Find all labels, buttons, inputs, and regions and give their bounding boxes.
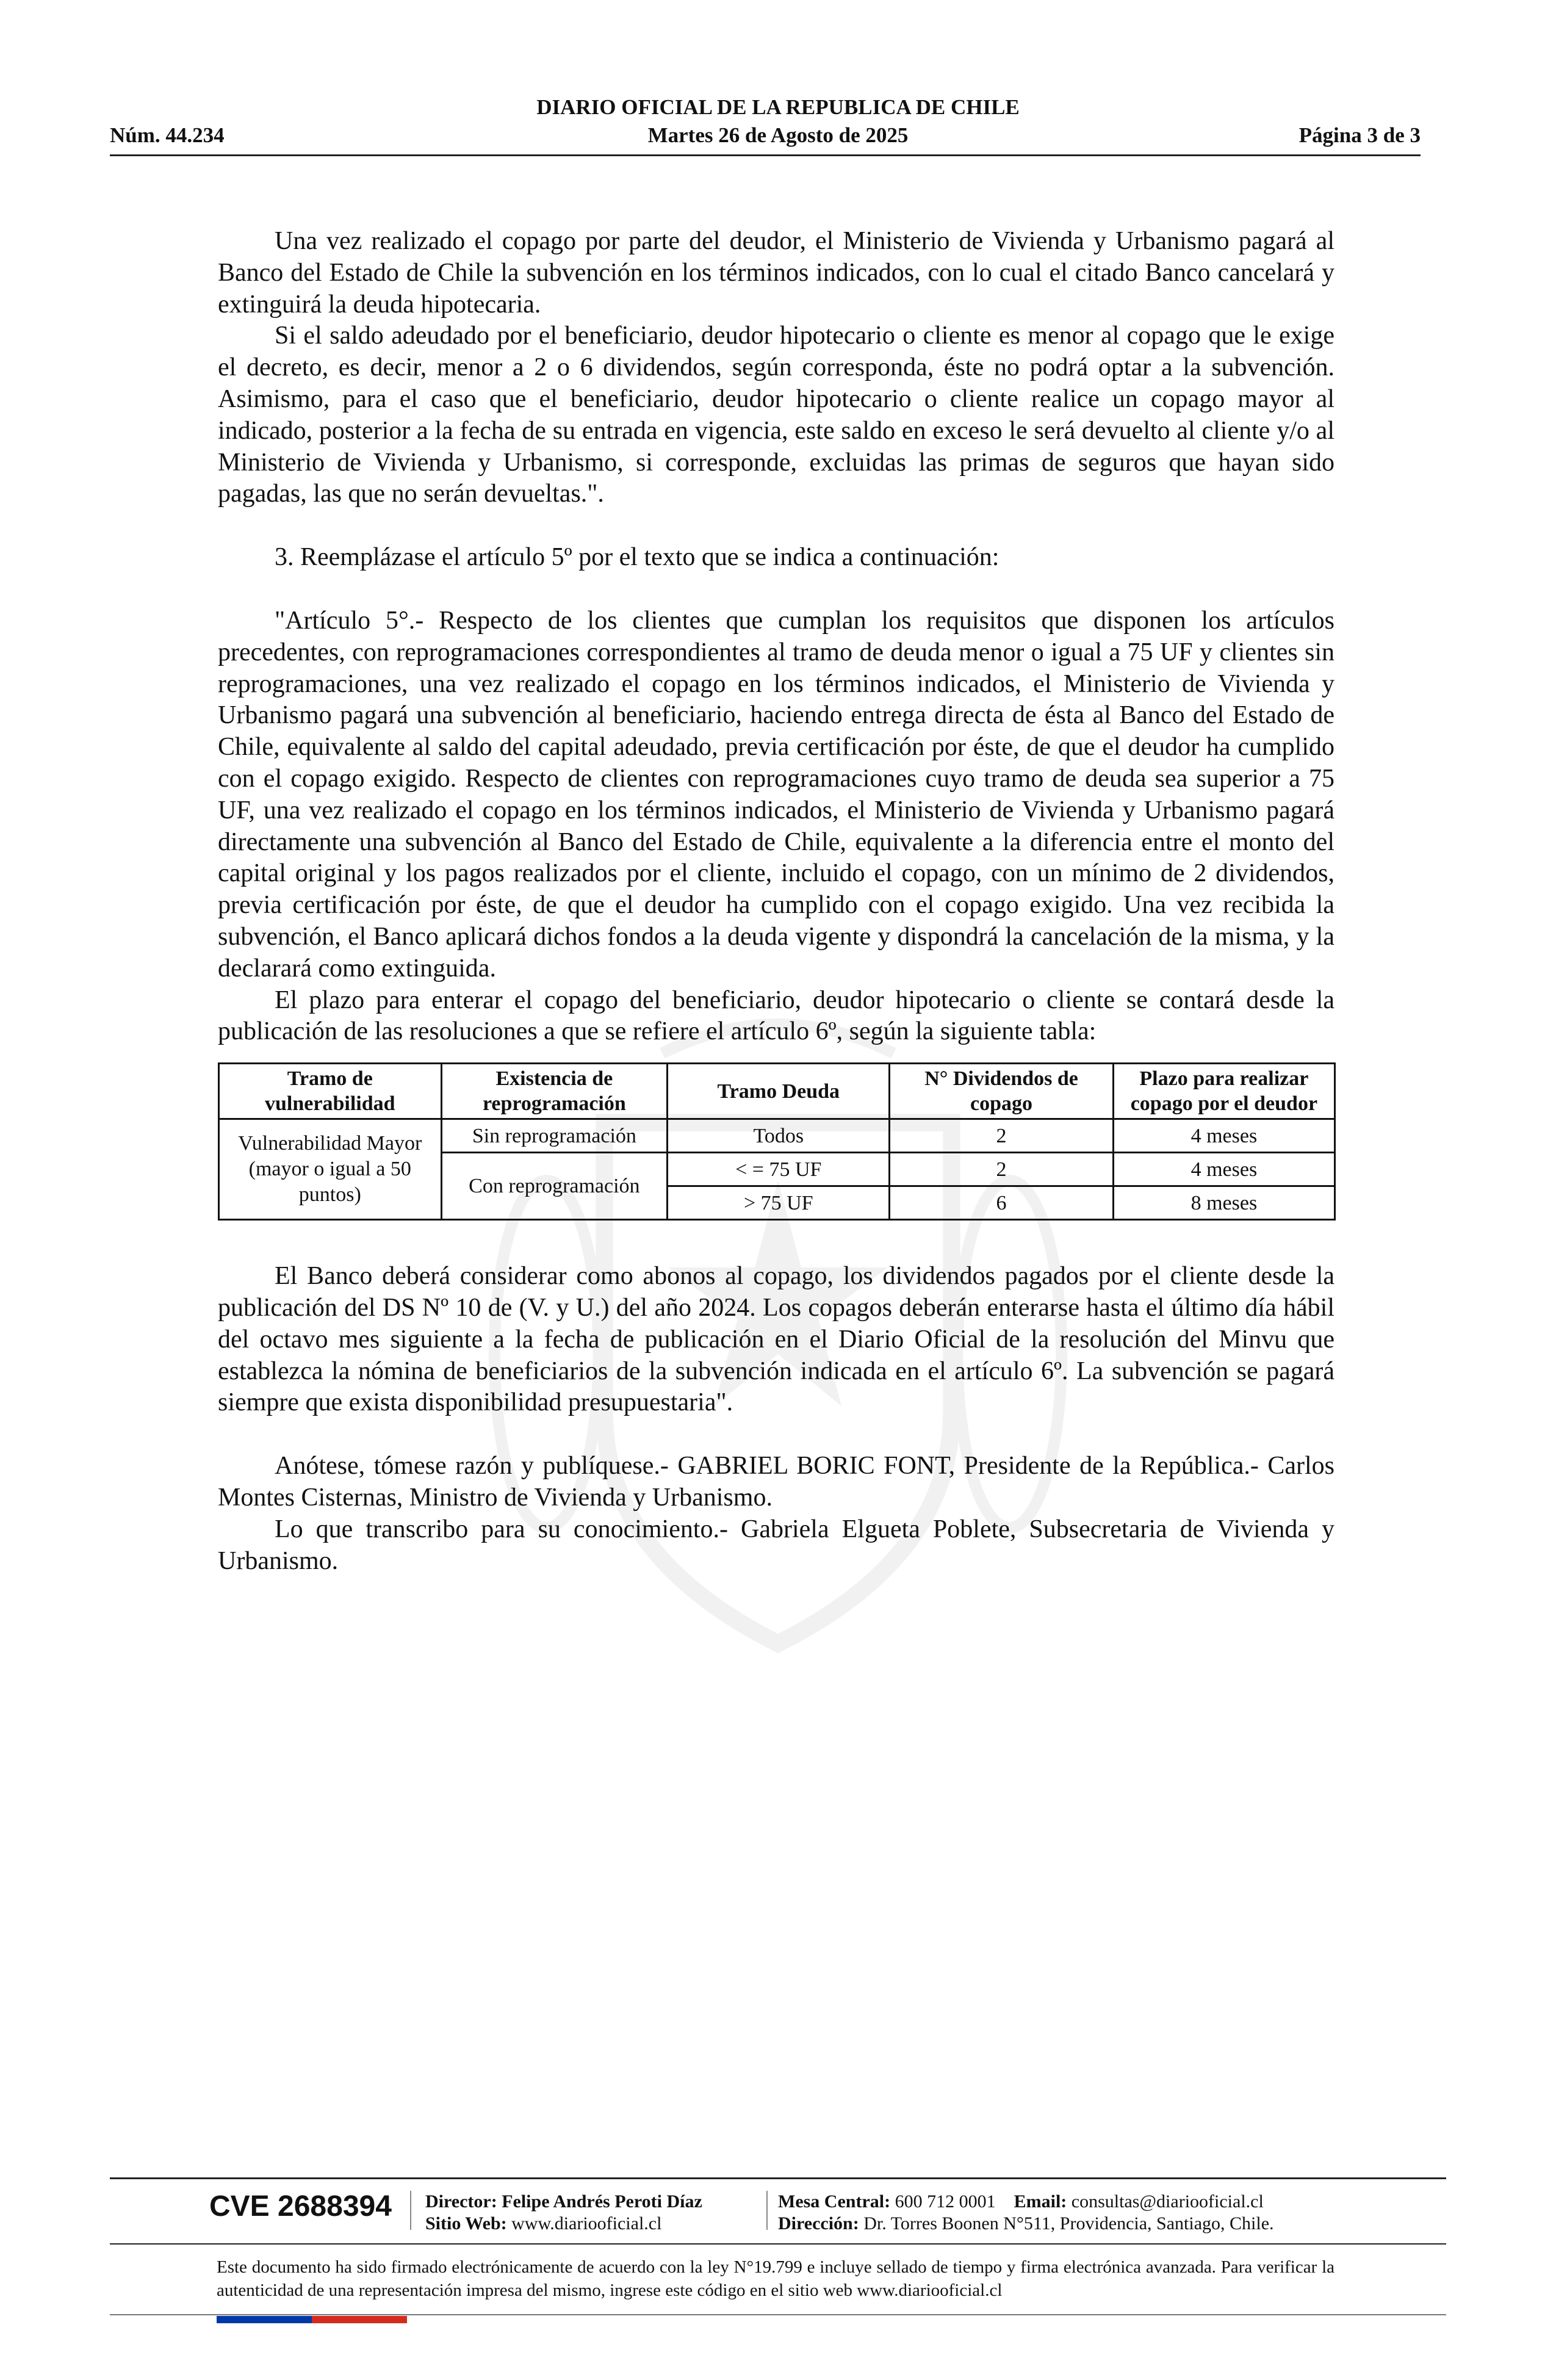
table-cell: 4 meses	[1113, 1119, 1334, 1153]
table-cell: Sin reprogramación	[441, 1119, 668, 1153]
paragraph: Anótese, tómese razón y publíquese.- GABRIEL BORIC FONT, Presidente de la República.- Carlos Montes Cisternas, Ministro de Vivienda y Urbanismo.	[218, 1452, 1334, 1512]
table-cell: 2	[890, 1153, 1113, 1186]
table-cell: 6	[890, 1186, 1113, 1220]
chile-flag-stripe	[217, 2316, 407, 2323]
flag-blue-segment	[217, 2316, 312, 2323]
email-link[interactable]: consultas@diariooficial.cl	[1071, 2191, 1264, 2212]
table-cell: 8 meses	[1113, 1186, 1334, 1220]
email-label: Email:	[1014, 2191, 1067, 2212]
cve-code: CVE 2688394	[209, 2190, 392, 2223]
direccion-label: Dirección:	[778, 2213, 859, 2234]
legal-notice: Este documento ha sido firmado electrónicamente de acuerdo con la ley N°19.799 e incluye sellado de tiempo y firma electrónica avanzada. Para verificar la autenticidad de una representación impresa del mismo, ingrese este código en el sitio web www.diariooficial.cl	[217, 2257, 1334, 2300]
paragraph: Si el saldo adeudado por el beneficiario, deudor hipotecario o cliente es menor al copago que le exige el decreto, es decir, menor a 2 o 6 dividendos, según corresponda, éste no podrá optar a la subvención. Asimismo, para el caso que el beneficiario, deudor hipotecario o cliente realice un copago mayor al indicado, posterior a la fecha de su entrada en vigencia, este saldo en exceso le será devuelto al cliente y/o al Ministerio de Vivienda y Urbanismo, si corresponde, excluidas las primas de seguros que hayan sido pagadas, las que no serán devueltas.".	[218, 322, 1334, 508]
footer-director-block	[425, 2191, 702, 2235]
copago-table	[218, 1062, 1336, 1221]
table-header: Plazo para realizar copago por el deudor	[1113, 1064, 1334, 1119]
issue-date: Martes 26 de Agosto de 2025	[647, 123, 909, 147]
paragraph: Una vez realizado el copago por parte del deudor, el Ministerio de Vivienda y Urbanismo pagará al Banco del Estado de Chile la subvención en los términos indicados, con lo cual el citado Banco cancelará y extinguirá la deuda hipotecaria.	[218, 227, 1334, 319]
table-row	[219, 1119, 1335, 1153]
sitio-link[interactable]: www.diariooficial.cl	[511, 2213, 662, 2234]
table-cell: 4 meses	[1113, 1153, 1334, 1186]
table-header: N° Dividendos de copago	[890, 1064, 1113, 1119]
sitio-label: Sitio Web:	[425, 2213, 507, 2234]
mesa-phone: 600 712 0001	[895, 2191, 996, 2212]
table-cell-tramo: Vulnerabilidad Mayor (mayor o igual a 50 puntos)	[219, 1119, 442, 1220]
footer-divider	[110, 2243, 1446, 2245]
table-cell: < = 75 UF	[668, 1153, 890, 1186]
table-cell: Todos	[668, 1119, 890, 1153]
paragraph: El Banco deberá considerar como abonos al copago, los dividendos pagados por el cliente desde la publicación del DS Nº 10 de (V. y U.) del año 2024. Los copagos deberán enterarse hasta el último día hábil del octavo mes siguiente a la fecha de publicación en el Diario Oficial de la resolución del Minvu que establezca la nómina de beneficiarios de la subvención indicada en el artículo 6º. La subvención se pagará siempre que exista disponibilidad presupuestaria".	[218, 1262, 1334, 1417]
footer-bottom-rule	[110, 2314, 1446, 2315]
document-body	[218, 226, 1334, 1577]
flag-red-segment	[312, 2316, 407, 2323]
footer-separator	[766, 2191, 768, 2230]
table-cell: > 75 UF	[668, 1186, 890, 1220]
footer-contact-block	[778, 2191, 1274, 2235]
table-header: Existencia de reprogramación	[441, 1064, 668, 1119]
page-indicator: Página 3 de 3	[1298, 123, 1421, 147]
footer-divider	[110, 2177, 1446, 2179]
header-divider	[110, 154, 1421, 156]
paragraph: El plazo para enterar el copago del beneficiario, deudor hipotecario o cliente se contará desde la publicación de las resoluciones a que se refiere el artículo 6º, según la siguiente tabla:	[218, 986, 1334, 1046]
table-header: Tramo de vulnerabilidad	[219, 1064, 442, 1119]
table-header-row	[219, 1064, 1335, 1119]
director-name: Felipe Andrés Peroti Díaz	[502, 2191, 702, 2212]
paragraph: "Artículo 5°.- Respecto de los clientes que cumplan los requisitos que disponen los artículos precedentes, con reprogramaciones correspondientes al tramo de deuda menor o igual a 75 UF y clientes sin reprogramaciones, una vez realizado el copago en los términos indicados, el Ministerio de Vivienda y Urbanismo pagará una subvención al beneficiario, haciendo entrega directa de ésta al Banco del Estado de Chile, equivalente al saldo del capital adeudado, previa certificación por éste, de que el deudor ha cumplido con el copago exigido. Respecto de clientes con reprogramaciones cuyo tramo de deuda sea superior a 75 UF, una vez realizado el copago en los términos indicados, el Ministerio de Vivienda y Urbanismo pagará directamente una subvención al Banco del Estado de Chile, equivalente a la diferencia entre el monto del capital original y los pagos realizados por el cliente, incluido el copago, con un mínimo de 2 dividendos, previa certificación por éste, de que el deudor ha cumplido con el copago exigido. Una vez recibida la subvención, el Banco aplicará dichos fondos a la deuda vigente y dispondrá la cancelación de la misma, y la declarará como extinguida.	[218, 606, 1334, 983]
newspaper-title: DIARIO OFICIAL DE LA REPUBLICA DE CHILE	[536, 95, 1020, 119]
director-label: Director:	[425, 2191, 497, 2212]
table-cell: Con reprogramación	[441, 1153, 668, 1220]
paragraph: 3. Reemplázase el artículo 5º por el texto que se indica a continuación:	[275, 543, 1000, 572]
table-cell: 2	[890, 1119, 1113, 1153]
mesa-label: Mesa Central:	[778, 2191, 891, 2212]
direccion-text: Dr. Torres Boonen N°511, Providencia, Santiago, Chile.	[863, 2213, 1274, 2234]
paragraph: Lo que transcribo para su conocimiento.- Gabriela Elgueta Poblete, Subsecretaria de Vivienda y Urbanismo.	[218, 1515, 1334, 1575]
footer-separator	[410, 2191, 411, 2230]
issue-number: Núm. 44.234	[110, 123, 225, 147]
table-header: Tramo Deuda	[668, 1064, 890, 1119]
